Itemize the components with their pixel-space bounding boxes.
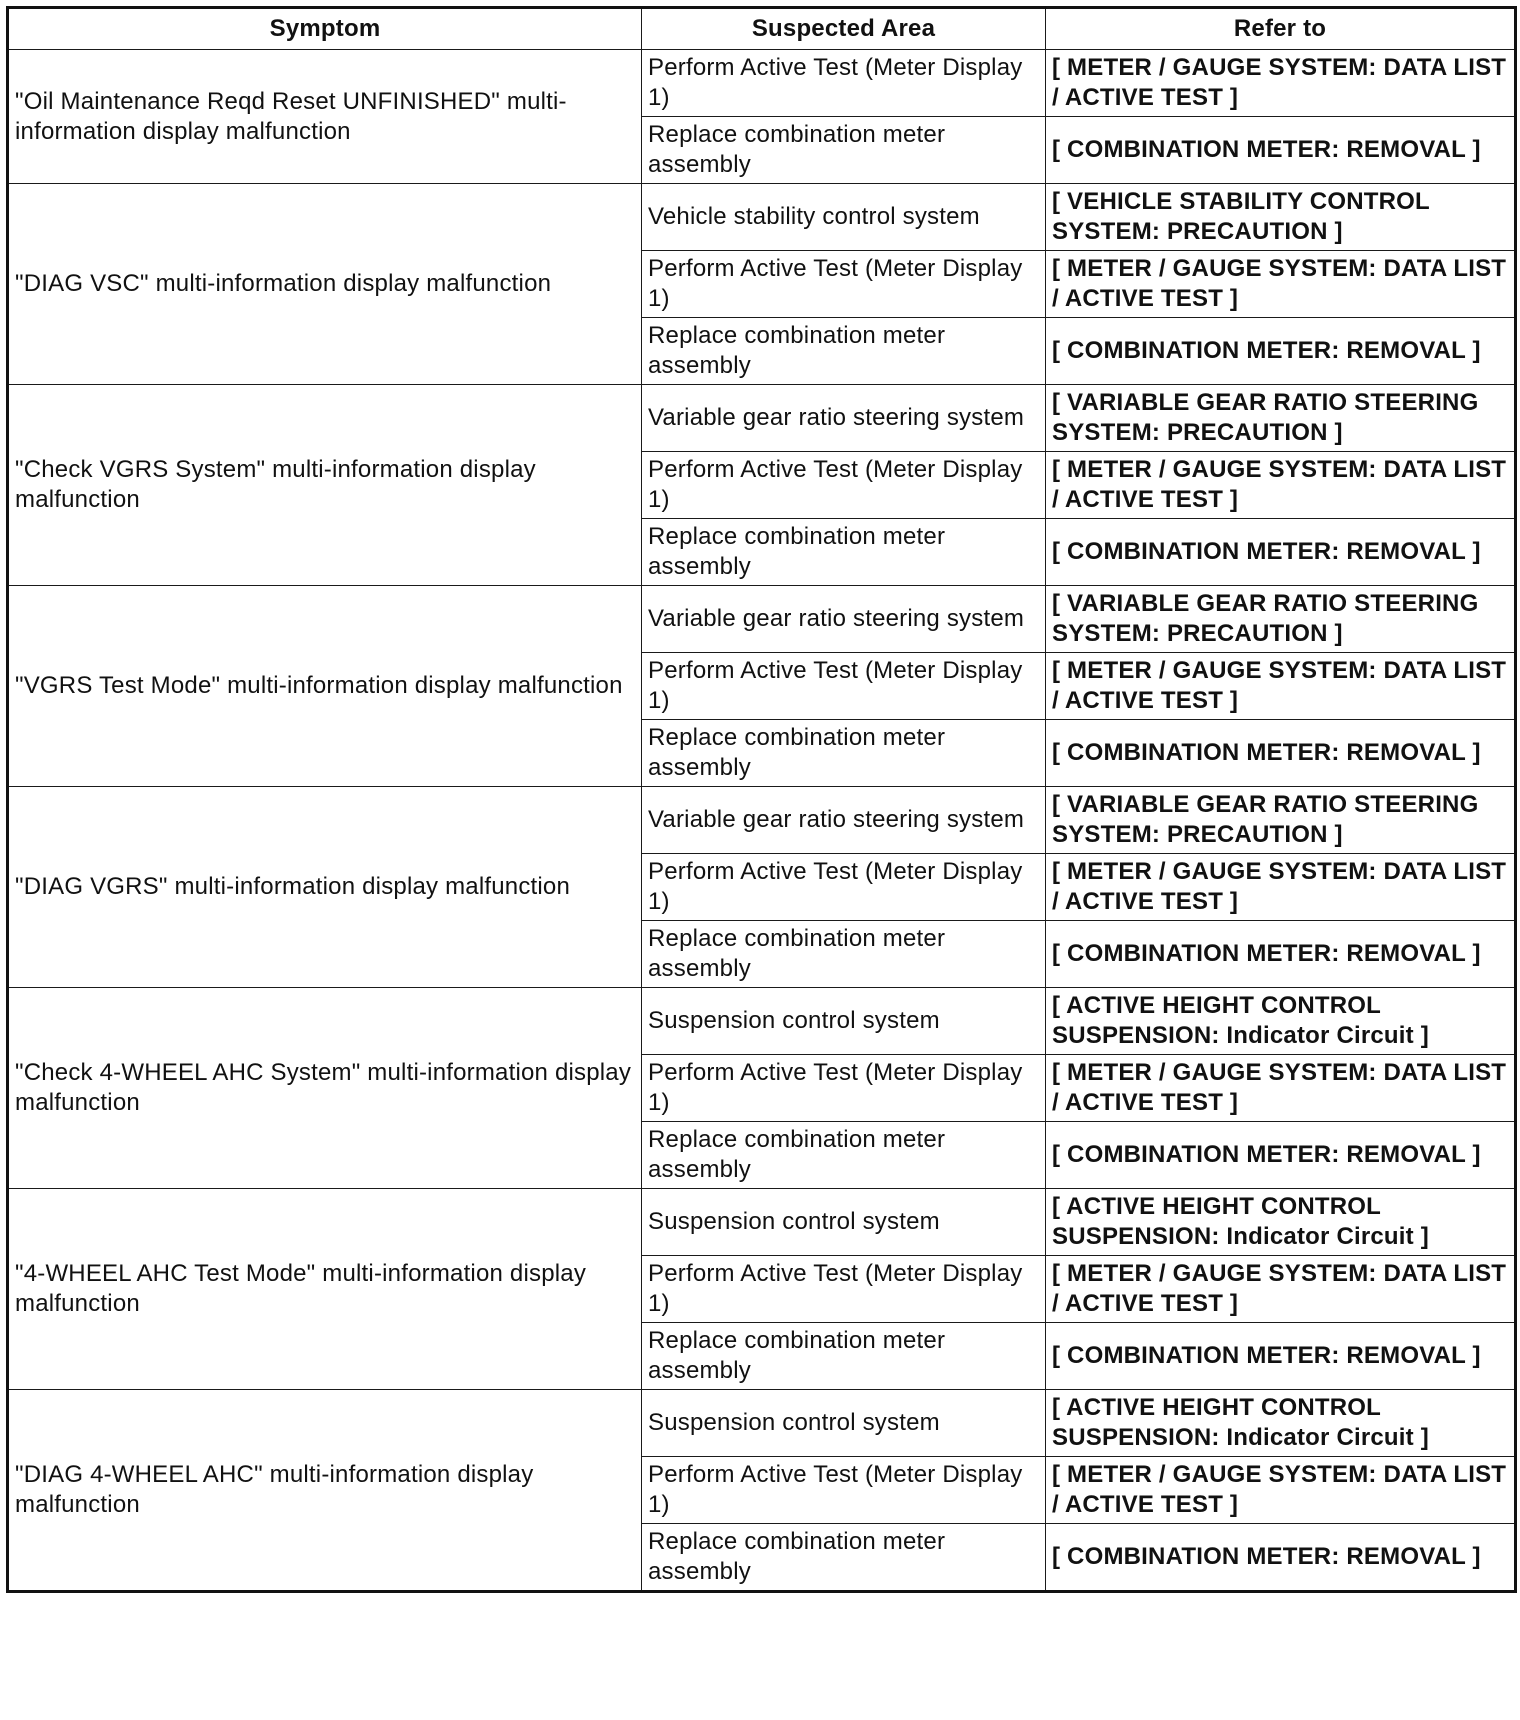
- suspected-area-cell: Perform Active Test (Meter Display 1): [642, 50, 1046, 117]
- symptom-cell: "DIAG VSC" multi-information display malfunction: [8, 184, 642, 385]
- refer-to-link[interactable]: [ METER / GAUGE SYSTEM: DATA LIST / ACTIVE TEST ]: [1046, 1256, 1516, 1323]
- symptom-cell: "VGRS Test Mode" multi-information display malfunction: [8, 586, 642, 787]
- refer-to-link[interactable]: [ COMBINATION METER: REMOVAL ]: [1046, 720, 1516, 787]
- refer-to-link[interactable]: [ METER / GAUGE SYSTEM: DATA LIST / ACTIVE TEST ]: [1046, 854, 1516, 921]
- suspected-area-cell: Perform Active Test (Meter Display 1): [642, 1457, 1046, 1524]
- symptom-cell: "4-WHEEL AHC Test Mode" multi-information display malfunction: [8, 1189, 642, 1390]
- suspected-area-cell: Suspension control system: [642, 1189, 1046, 1256]
- table-row: [8, 988, 1516, 1055]
- refer-to-link[interactable]: [ METER / GAUGE SYSTEM: DATA LIST / ACTIVE TEST ]: [1046, 50, 1516, 117]
- symptom-cell: "DIAG VGRS" multi-information display malfunction: [8, 787, 642, 988]
- suspected-area-cell: Replace combination meter assembly: [642, 1122, 1046, 1189]
- refer-to-link[interactable]: [ METER / GAUGE SYSTEM: DATA LIST / ACTIVE TEST ]: [1046, 452, 1516, 519]
- table-row: [8, 1390, 1516, 1457]
- table-row: [8, 586, 1516, 653]
- suspected-area-cell: Suspension control system: [642, 1390, 1046, 1457]
- refer-to-link[interactable]: [ COMBINATION METER: REMOVAL ]: [1046, 1524, 1516, 1592]
- suspected-area-cell: Replace combination meter assembly: [642, 1323, 1046, 1390]
- refer-to-link[interactable]: [ COMBINATION METER: REMOVAL ]: [1046, 519, 1516, 586]
- suspected-area-cell: Replace combination meter assembly: [642, 921, 1046, 988]
- header-row: [8, 8, 1516, 50]
- suspected-area-cell: Replace combination meter assembly: [642, 117, 1046, 184]
- symptom-cell: "DIAG 4-WHEEL AHC" multi-information display malfunction: [8, 1390, 642, 1592]
- suspected-area-cell: Perform Active Test (Meter Display 1): [642, 1256, 1046, 1323]
- suspected-area-cell: Replace combination meter assembly: [642, 318, 1046, 385]
- refer-to-link[interactable]: [ METER / GAUGE SYSTEM: DATA LIST / ACTIVE TEST ]: [1046, 1055, 1516, 1122]
- header-symptom: Symptom: [8, 8, 642, 50]
- suspected-area-cell: Replace combination meter assembly: [642, 720, 1046, 787]
- refer-to-link[interactable]: [ METER / GAUGE SYSTEM: DATA LIST / ACTIVE TEST ]: [1046, 1457, 1516, 1524]
- refer-to-link[interactable]: [ ACTIVE HEIGHT CONTROL SUSPENSION: Indicator Circuit ]: [1046, 1189, 1516, 1256]
- refer-to-link[interactable]: [ METER / GAUGE SYSTEM: DATA LIST / ACTIVE TEST ]: [1046, 251, 1516, 318]
- refer-to-link[interactable]: [ VARIABLE GEAR RATIO STEERING SYSTEM: PRECAUTION ]: [1046, 787, 1516, 854]
- refer-to-link[interactable]: [ ACTIVE HEIGHT CONTROL SUSPENSION: Indicator Circuit ]: [1046, 1390, 1516, 1457]
- suspected-area-cell: Perform Active Test (Meter Display 1): [642, 1055, 1046, 1122]
- suspected-area-cell: Vehicle stability control system: [642, 184, 1046, 251]
- header-suspected-area: Suspected Area: [642, 8, 1046, 50]
- suspected-area-cell: Replace combination meter assembly: [642, 519, 1046, 586]
- suspected-area-cell: Replace combination meter assembly: [642, 1524, 1046, 1592]
- refer-to-link[interactable]: [ COMBINATION METER: REMOVAL ]: [1046, 318, 1516, 385]
- suspected-area-cell: Variable gear ratio steering system: [642, 385, 1046, 452]
- symptom-cell: "Check 4-WHEEL AHC System" multi-information display malfunction: [8, 988, 642, 1189]
- refer-to-link[interactable]: [ ACTIVE HEIGHT CONTROL SUSPENSION: Indicator Circuit ]: [1046, 988, 1516, 1055]
- refer-to-link[interactable]: [ COMBINATION METER: REMOVAL ]: [1046, 1323, 1516, 1390]
- symptom-table: [6, 6, 1517, 1593]
- header-refer-to: Refer to: [1046, 8, 1516, 50]
- refer-to-link[interactable]: [ COMBINATION METER: REMOVAL ]: [1046, 117, 1516, 184]
- suspected-area-cell: Perform Active Test (Meter Display 1): [642, 452, 1046, 519]
- table-row: [8, 385, 1516, 452]
- suspected-area-cell: Variable gear ratio steering system: [642, 787, 1046, 854]
- symptom-cell: "Oil Maintenance Reqd Reset UNFINISHED" multi-information display malfunction: [8, 50, 642, 184]
- suspected-area-cell: Perform Active Test (Meter Display 1): [642, 251, 1046, 318]
- suspected-area-cell: Variable gear ratio steering system: [642, 586, 1046, 653]
- table-row: [8, 787, 1516, 854]
- refer-to-link[interactable]: [ VARIABLE GEAR RATIO STEERING SYSTEM: PRECAUTION ]: [1046, 586, 1516, 653]
- table-row: [8, 184, 1516, 251]
- table-body: [8, 50, 1516, 1592]
- refer-to-link[interactable]: [ VEHICLE STABILITY CONTROL SYSTEM: PRECAUTION ]: [1046, 184, 1516, 251]
- refer-to-link[interactable]: [ VARIABLE GEAR RATIO STEERING SYSTEM: PRECAUTION ]: [1046, 385, 1516, 452]
- suspected-area-cell: Perform Active Test (Meter Display 1): [642, 653, 1046, 720]
- suspected-area-cell: Perform Active Test (Meter Display 1): [642, 854, 1046, 921]
- table-row: [8, 1189, 1516, 1256]
- refer-to-link[interactable]: [ METER / GAUGE SYSTEM: DATA LIST / ACTIVE TEST ]: [1046, 653, 1516, 720]
- table-header: [8, 8, 1516, 50]
- refer-to-link[interactable]: [ COMBINATION METER: REMOVAL ]: [1046, 921, 1516, 988]
- symptom-cell: "Check VGRS System" multi-information display malfunction: [8, 385, 642, 586]
- refer-to-link[interactable]: [ COMBINATION METER: REMOVAL ]: [1046, 1122, 1516, 1189]
- suspected-area-cell: Suspension control system: [642, 988, 1046, 1055]
- table-row: [8, 50, 1516, 117]
- symptom-table-container: [6, 6, 1514, 1593]
